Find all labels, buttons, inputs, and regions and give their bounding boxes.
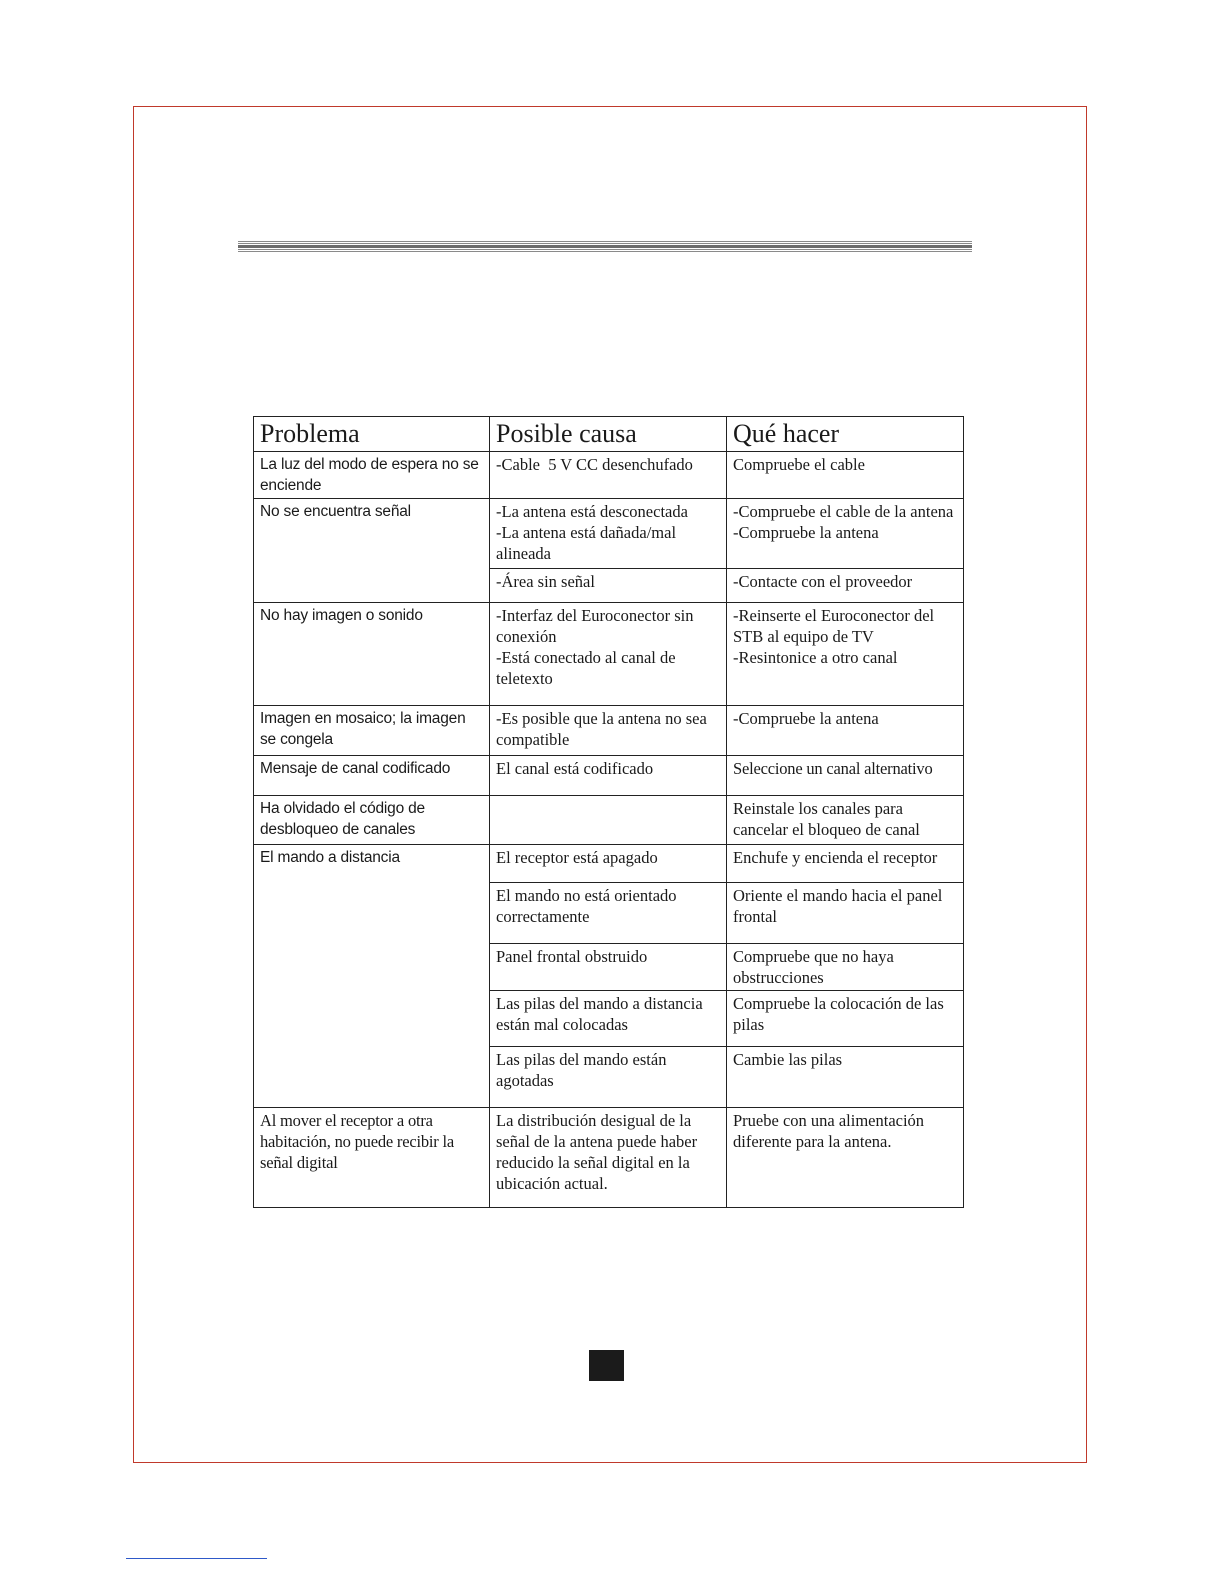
table-row — [254, 603, 964, 706]
solution-cell: Seleccione un canal alternativo — [727, 756, 964, 796]
problem-cell: No hay imagen o sonido — [254, 603, 490, 706]
table-row — [254, 845, 964, 883]
solution-line: -Reinserte el Euroconector del STB al equipo de TV — [733, 606, 935, 646]
solution-line: -Resintonice a otro canal — [733, 648, 898, 667]
solution-cell: Compruebe el cable — [727, 452, 964, 499]
cause-cell: El receptor está apagado — [490, 845, 727, 883]
cause-cell: Las pilas del mando están agotadas — [490, 1047, 727, 1108]
cause-line: -La antena está dañada/mal alineada — [496, 523, 677, 563]
table-row — [254, 452, 964, 499]
column-header-cause: Posible causa — [490, 417, 727, 452]
solution-cell: -Compruebe la antena — [727, 706, 964, 756]
solution-cell: Oriente el mando hacia el panel frontal — [727, 883, 964, 944]
troubleshooting-table — [253, 416, 964, 1208]
cause-cell: La distribución desigual de la señal de la antena puede haber reducido la señal digital en la ubicación actual. — [490, 1108, 727, 1208]
problem-cell: El mando a distancia — [254, 845, 490, 1108]
cause-cell: Las pilas del mando a distancia están mal colocadas — [490, 991, 727, 1047]
solution-line: -Compruebe la antena — [733, 523, 879, 542]
cause-line: -Está conectado al canal de teletexto — [496, 648, 676, 688]
solution-line: -Compruebe el cable de la antena — [733, 502, 954, 521]
cause-cell: Panel frontal obstruido — [490, 944, 727, 991]
footnote-rule — [126, 1558, 267, 1559]
solution-cell: Pruebe con una alimentación diferente para la antena. — [727, 1108, 964, 1208]
cause-line: -La antena está desconectada — [496, 502, 688, 521]
problem-cell: No se encuentra señal — [254, 499, 490, 603]
solution-cell: Reinstale los canales para cancelar el bloqueo de canal — [727, 796, 964, 845]
cause-cell: El canal está codificado — [490, 756, 727, 796]
cause-cell: -Cable 5 V CC desenchufado — [490, 452, 727, 499]
column-header-solution: Qué hacer — [727, 417, 964, 452]
solution-cell: Enchufe y encienda el receptor — [727, 845, 964, 883]
table-header-row — [254, 417, 964, 452]
table-row — [254, 499, 964, 569]
problem-cell: Ha olvidado el código de desbloqueo de canales — [254, 796, 490, 845]
table-row — [254, 796, 964, 845]
cause-cell: -Es posible que la antena no sea compatible — [490, 706, 727, 756]
cause-cell: El mando no está orientado correctamente — [490, 883, 727, 944]
cause-cell — [490, 796, 727, 845]
solution-cell: -Contacte con el proveedor — [727, 569, 964, 603]
solution-cell: Compruebe que no haya obstrucciones — [727, 944, 964, 991]
table-row — [254, 756, 964, 796]
solution-cell: Cambie las pilas — [727, 1047, 964, 1108]
solution-cell — [727, 499, 964, 569]
cause-cell — [490, 499, 727, 569]
solution-cell — [727, 603, 964, 706]
solution-cell: Compruebe la colocación de las pilas — [727, 991, 964, 1047]
problem-cell: La luz del modo de espera no se enciende — [254, 452, 490, 499]
table-row — [254, 1108, 964, 1208]
problem-cell: Al mover el receptor a otra habitación, no puede recibir la señal digital — [254, 1108, 490, 1208]
cause-line: -Interfaz del Euroconector sin conexión — [496, 606, 694, 646]
problem-cell: Imagen en mosaico; la imagen se congela — [254, 706, 490, 756]
page-number-marker — [589, 1350, 624, 1381]
cause-cell: -Área sin señal — [490, 569, 727, 603]
problem-cell: Mensaje de canal codificado — [254, 756, 490, 796]
column-header-problem: Problema — [254, 417, 490, 452]
table-row — [254, 706, 964, 756]
header-rule — [238, 241, 972, 252]
cause-cell — [490, 603, 727, 706]
